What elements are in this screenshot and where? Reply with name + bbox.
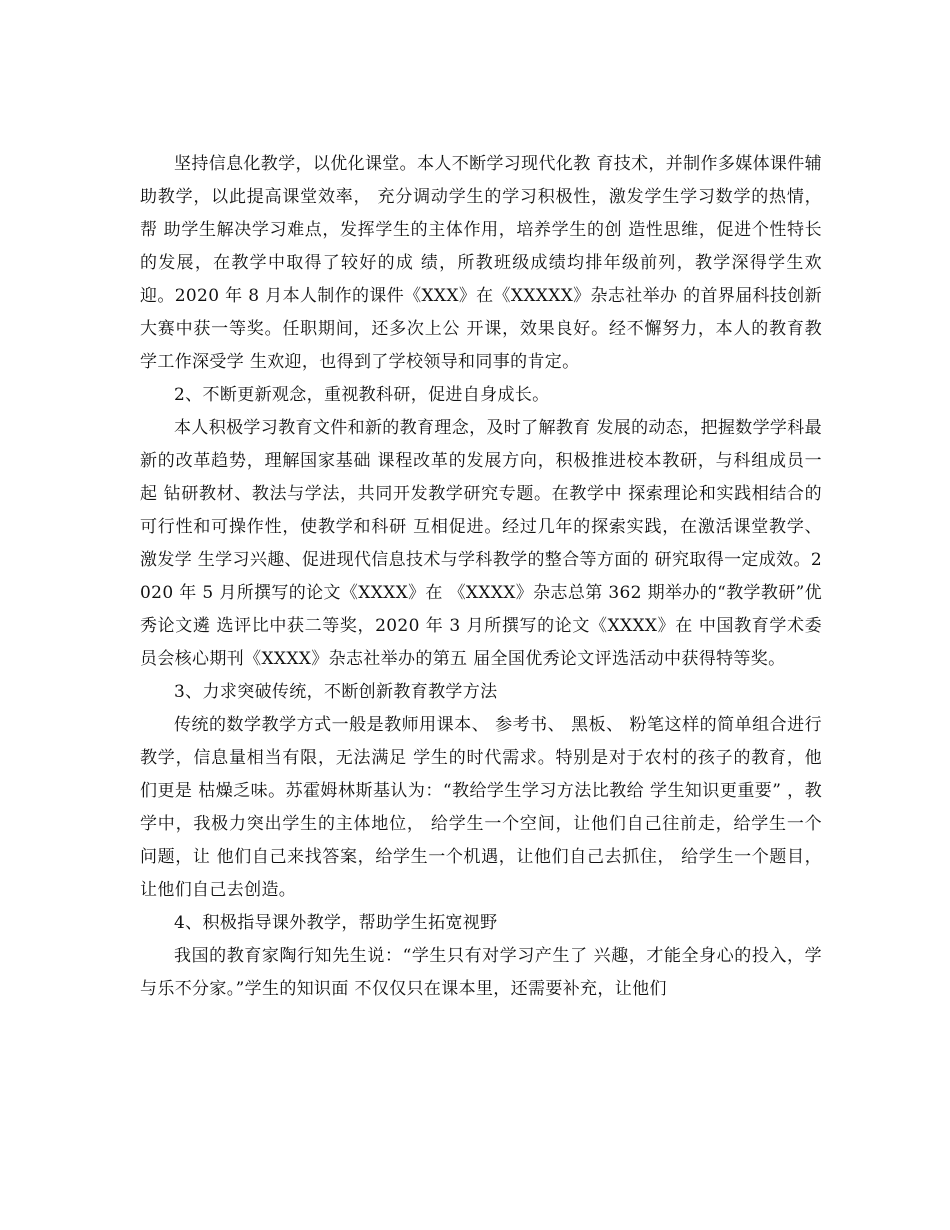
paragraph-informatization: 坚持信息化教学，以优化课堂。本人不断学习现代化教 育技术，并制作多媒体课件辅助教学，以此提高课堂效率， 充分调动学生的学习积极性，激发学生学习数学的热情，帮 助学生解决学习难点，发挥学生的主体作用，培养学生的创 造性思维，促进个性特长的发展，在教学中取得了较好的成 绩，所教班级成绩均排年级前列，教学深得学生欢迎。2020 年 8 月本人制作的课件《XXX》在《XXXXX》杂志社举办 的首界届科技创新大赛中获一等奖。任职期间，还多次上公 开课，效果良好。经不懈努力，本人的教育教学工作深受学 生欢迎，也得到了学校领导和同事的肯定。 bbox=[140, 154, 822, 372]
heading-update-concepts: 2、不断更新观念，重视教科研，促进自身成长。 bbox=[174, 385, 550, 405]
paragraph-tao-xingzhi: 我国的教育家陶行知先生说：“学生只有对学习产生了 兴趣，才能全身心的投入，学与乐不分家。”学生的知识面 不仅仅只在课本里，还需要补充，让他们 bbox=[140, 946, 822, 999]
paragraph-research: 本人积极学习教育文件和新的教育理念，及时了解教育 发展的动态，把握数学学科最新的改革趋势，理解国家基础 课程改革的发展方向，积极推进校本教研，与科组成员一起 钻研教材、教法与学法，共同开发教学研究专题。在教学中 探索理论和实践相结合的可行性和可操作性，使教学和科研 互相促进。经过几年的探索实践，在激活课堂教学、激发学 生学习兴趣、促进现代信息技术与学科教学的整合等方面的 研究取得一定成效。2020 年 5 月所撰写的论文《XXXX》在 《XXXX》杂志总第 362 期举办的“教学教研”优秀论文遴 选评比中获二等奖，2020 年 3 月所撰写的论文《XXXX》在 中国教育学术委员会核心期刊《XXXX》杂志社举办的第五 届全国优秀论文评选活动中获得特等奖。 bbox=[140, 418, 822, 669]
heading-innovate-methods: 3、力求突破传统，不断创新教育教学方法 bbox=[174, 682, 498, 702]
paragraph-traditional-teaching: 传统的数学教学方式一般是教师用课本、 参考书、 黑板、 粉笔这样的简单组合进行教学，信息量相当有限，无法满足 学生的时代需求。特别是对于农村的孩子的教育，他们更是 枯燥乏味。苏霍姆林斯基认为：“教给学生学习方法比教给 学生知识更重要” ，教学中，我极力突出学生的主体地位， 给学生一个空间，让他们自己往前走，给学生一个问题，让 他们自己来找答案，给学生一个机遇，让他们自己去抓住， 给学生一个题目，让他们自己去创造。 bbox=[140, 715, 823, 900]
document-page bbox=[140, 148, 822, 1006]
heading-extracurricular: 4、积极指导课外教学，帮助学生拓宽视野 bbox=[174, 913, 498, 933]
